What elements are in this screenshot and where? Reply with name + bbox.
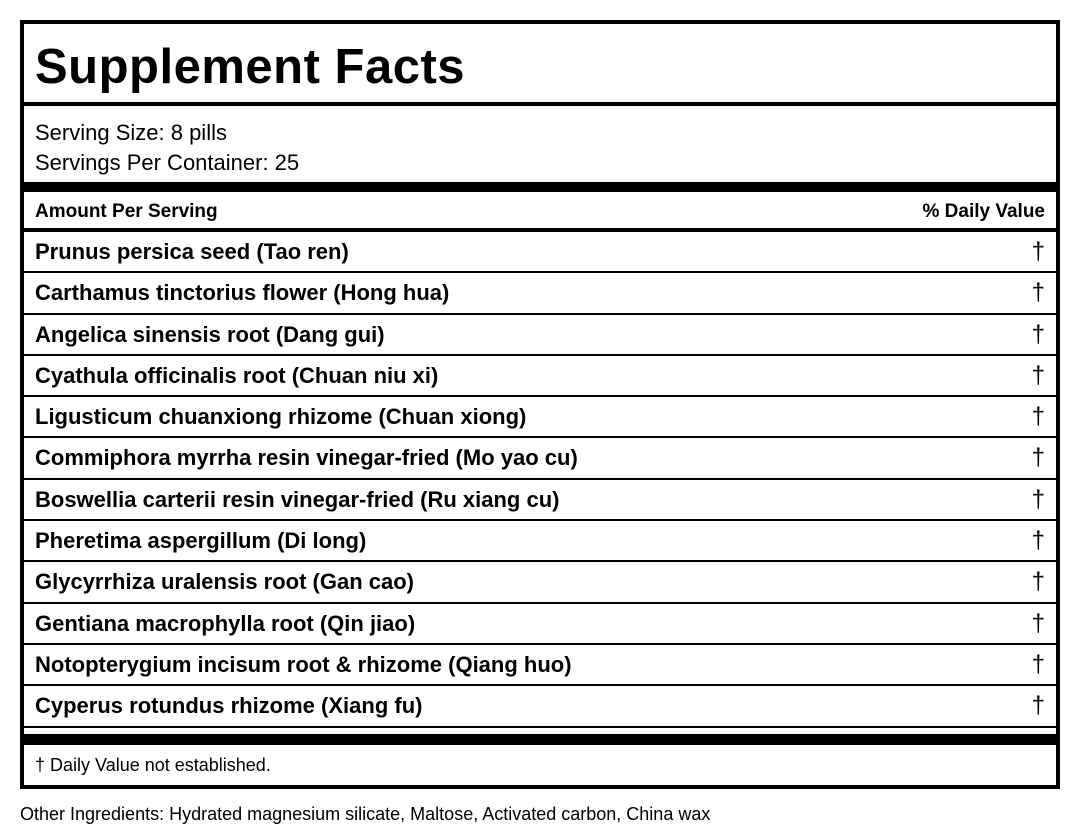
ingredient-daily-value: † — [1031, 403, 1045, 431]
ingredient-name: Gentiana macrophylla root (Qin jiao) — [35, 610, 416, 636]
daily-value-footnote: † Daily Value not established. — [35, 755, 271, 775]
ingredient-name: Ligusticum chuanxiong rhizome (Chuan xiong) — [35, 404, 527, 430]
ingredient-name: Carthamus tinctorius flower (Hong hua) — [35, 280, 450, 306]
table-row — [24, 480, 1056, 521]
amount-per-serving-header: Amount Per Serving — [35, 201, 218, 222]
panel-title: Supplement Facts — [35, 40, 466, 94]
ingredient-name: Pheretima aspergillum (Di long) — [35, 528, 367, 554]
table-row — [24, 521, 1056, 562]
table-row — [24, 686, 1056, 727]
daily-value-header: % Daily Value — [922, 201, 1045, 222]
ingredient-daily-value: † — [1031, 609, 1045, 637]
title-divider — [24, 102, 1056, 106]
table-row — [24, 232, 1056, 273]
serving-info — [35, 118, 299, 178]
table-row — [24, 438, 1056, 479]
ingredient-name: Cyathula officinalis root (Chuan niu xi) — [35, 362, 439, 388]
ingredient-daily-value: † — [1031, 279, 1045, 307]
table-row — [24, 356, 1056, 397]
other-ingredients: Other Ingredients: Hydrated magnesium silicate, Maltose, Activated carbon, China wax — [20, 804, 711, 824]
ingredient-daily-value: † — [1031, 444, 1045, 472]
table-row — [24, 397, 1056, 438]
ingredient-daily-value: † — [1031, 692, 1045, 720]
ingredient-daily-value: † — [1031, 485, 1045, 513]
ingredient-name: Angelica sinensis root (Dang gui) — [35, 321, 385, 347]
ingredient-daily-value: † — [1031, 320, 1045, 348]
ingredient-name: Glycyrrhiza uralensis root (Gan cao) — [35, 569, 415, 595]
serving-size: Serving Size: 8 pills — [35, 120, 227, 145]
table-header — [24, 192, 1056, 229]
ingredient-name: Boswellia carterii resin vinegar-fried (Ru xiang cu) — [35, 486, 560, 512]
ingredient-daily-value: † — [1031, 527, 1045, 555]
ingredient-daily-value: † — [1031, 650, 1045, 678]
table-row — [24, 645, 1056, 686]
ingredient-name: Notopterygium incisum root & rhizome (Qiang huo) — [35, 651, 572, 677]
servings-per-container: Servings Per Container: 25 — [35, 150, 300, 175]
table-row — [24, 562, 1056, 603]
thick-divider-top — [24, 182, 1056, 192]
ingredient-daily-value: † — [1031, 361, 1045, 389]
ingredient-list — [24, 232, 1056, 728]
thick-divider-bottom — [24, 734, 1056, 745]
supplement-facts-panel — [20, 20, 1060, 789]
ingredient-name: Prunus persica seed (Tao ren) — [35, 239, 349, 264]
table-row — [24, 273, 1056, 314]
ingredient-daily-value: † — [1031, 238, 1045, 265]
ingredient-name: Cyperus rotundus rhizome (Xiang fu) — [35, 693, 423, 719]
table-row — [24, 315, 1056, 356]
ingredient-daily-value: † — [1031, 568, 1045, 596]
ingredient-name: Commiphora myrrha resin vinegar-fried (Mo yao cu) — [35, 445, 578, 471]
table-row — [24, 604, 1056, 645]
